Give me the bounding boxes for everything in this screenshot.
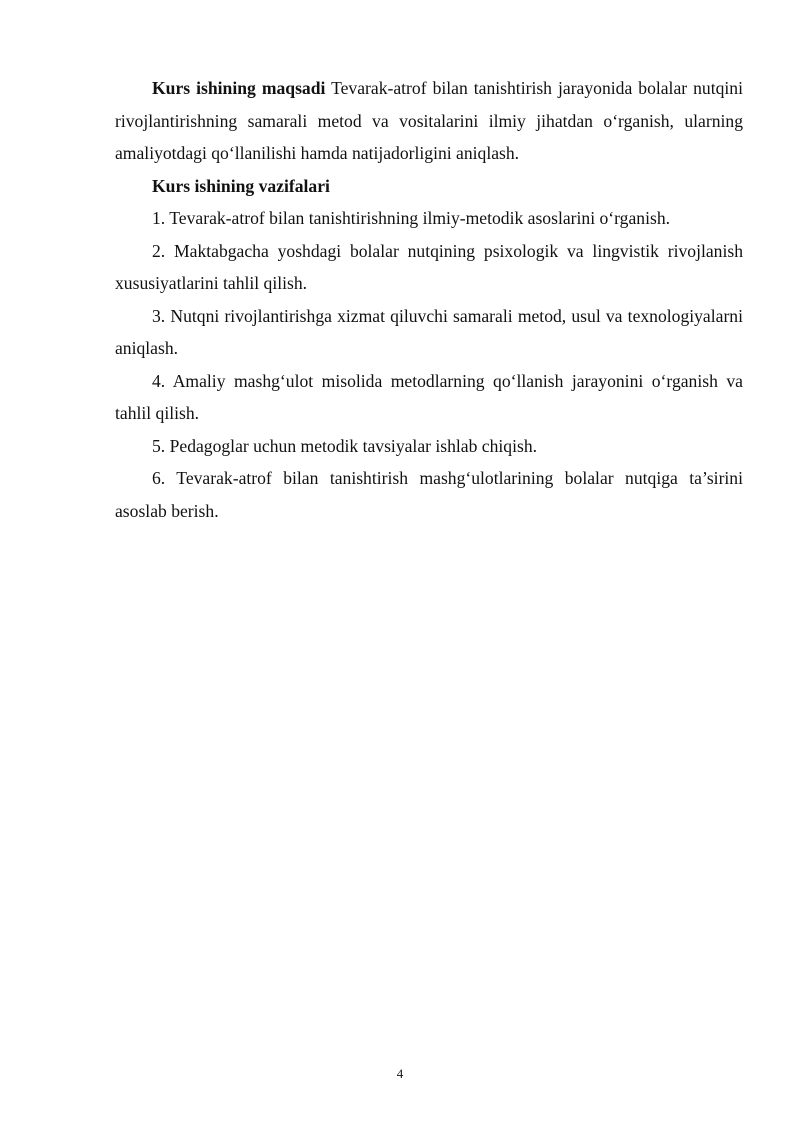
document-page — [115, 72, 743, 527]
task-item-3: 3. Nutqni rivojlantirishga xizmat qiluvchi samarali metod, usul va texnologiyalarni aniqlash. — [115, 305, 743, 358]
goal-label: Kurs ishining maqsadi — [152, 78, 326, 98]
task-item-4: 4. Amaliy mashg‘ulot misolida metodlarning qo‘llanish jarayonini o‘rganish va tahlil qilish. — [115, 370, 743, 423]
task-item-2: 2. Maktabgacha yoshdagi bolalar nutqining psixologik va lingvistik rivojlanish xususiyatlarini tahlil qilish. — [115, 240, 743, 293]
task-item-5: 5. Pedagoglar uchun metodik tavsiyalar ishlab chiqish. — [152, 435, 538, 456]
task-item-1: 1. Tevarak-atrof bilan tanishtirishning ilmiy-metodik asoslarini o‘rganish. — [152, 208, 671, 228]
goal-text: Tevarak-atrof bilan tanishtirish jarayonida bolalar nutqini rivojlantirishning samarali metod va vositalarini ilmiy jihatdan o‘rganish, ularning amaliyotdagi qo‘llanilishi hamda natijadorligini aniqlash. — [115, 78, 743, 163]
task-item-6: 6. Tevarak-atrof bilan tanishtirish mashg‘ulotlarining bolalar nutqiga ta’sirini asoslab berish. — [115, 468, 743, 521]
tasks-heading: Kurs ishining vazifalari — [152, 175, 330, 196]
goal-paragraph — [115, 72, 743, 170]
page-number: 4 — [396, 1066, 404, 1081]
